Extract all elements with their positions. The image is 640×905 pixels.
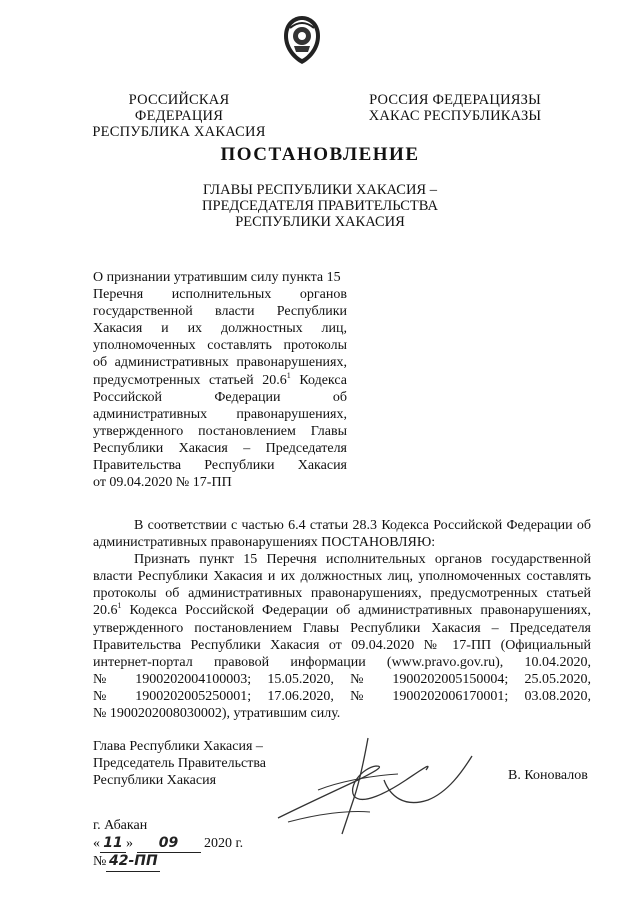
- subtitle-line1: ГЛАВЫ РЕСПУБЛИКИ ХАКАСИЯ –: [203, 182, 437, 198]
- body-line: интернет-портал правовой информации (www.pravo.gov.ru), 10.04.2020,: [93, 654, 591, 670]
- coat-of-arms-emblem: [280, 14, 324, 66]
- body-paragraph-1: В соответствии с частью 6.4 статьи 28.3 Кодекса Российской Федерации об административных правонарушениях ПОСТАНОВЛЯЮ:: [93, 518, 591, 551]
- subject-line: административных правонарушениях,: [93, 406, 347, 422]
- subject-line: предусмотренных статьей 20.6$^1$ Кодекса: [93, 370, 347, 388]
- subject-line: утвержденного постановлением Главы: [93, 423, 347, 439]
- number-value: 42-ПП: [106, 853, 160, 872]
- document-subject: [93, 269, 347, 491]
- document-date: « 11 » 09 2020 г.: [93, 835, 243, 854]
- subject-line: от 09.04.2020 № 17-ПП: [93, 475, 232, 491]
- signatory-line2: Председатель Правительства: [93, 756, 266, 772]
- document-subtitle: [160, 182, 480, 230]
- subject-line: Хакасия и их должностных лиц,: [93, 321, 347, 337]
- document-number: № 42-ПП: [93, 853, 243, 872]
- date-month: 09: [137, 835, 201, 854]
- header-right-line2: ХАКАС РЕСПУБЛИКАЗЫ: [368, 108, 542, 124]
- body-line: протоколы об административных правонарушениях, предусмотренных статьей: [93, 586, 591, 602]
- header-right-line1: РОССИЯ ФЕДЕРАЦИЯЗЫ: [369, 92, 541, 108]
- body-line: № 1900202004100003; 15.05.2020, № 1900202005150004; 25.05.2020,: [93, 671, 591, 687]
- header-left-line2: РЕСПУБЛИКА ХАКАСИЯ: [92, 124, 266, 140]
- body-line: 20.6$^1$ Кодекса Российской Федерации об административных правонарушениях,: [93, 601, 591, 619]
- body-line: утвержденного постановлением Главы Республики Хакасия – Председателя: [93, 620, 591, 636]
- document-title: ПОСТАНОВЛЕНИЕ: [220, 144, 420, 165]
- header-right: [362, 92, 548, 124]
- subject-line: Правительства Республики Хакасия: [93, 458, 347, 474]
- subject-line: уполномоченных составлять протоколы: [93, 338, 347, 354]
- signatory-line3: Республики Хакасия: [93, 773, 217, 789]
- body-paragraph-2: [93, 551, 591, 568]
- document-place-date: [93, 817, 243, 872]
- subject-line: Республики Хакасия – Председателя: [93, 440, 347, 456]
- date-year: 2020 г.: [204, 835, 244, 851]
- date-day: 11: [100, 835, 126, 854]
- document-body: [93, 517, 591, 722]
- body-line: № 1900202005250001; 17.06.2020, № 1900202006170001; 03.08.2020,: [93, 688, 591, 704]
- signatory-line1: Глава Республики Хакасия –: [93, 739, 263, 754]
- city: г. Абакан: [93, 818, 148, 833]
- body-line: Правительства Республики Хакасия от 09.04.2020 № 17-ПП (Официальный: [93, 637, 591, 653]
- subject-line: О признании утратившим силу пункта 15: [93, 270, 341, 285]
- header-left-line1: РОССИЙСКАЯ ФЕДЕРАЦИЯ: [128, 92, 230, 124]
- subject-line: об административных правонарушениях,: [93, 355, 347, 371]
- subject-line: Российской Федерации об: [93, 389, 347, 405]
- subject-line: государственной власти Республики: [93, 304, 347, 320]
- signatory-name: В. Коновалов: [508, 768, 588, 783]
- body-line: власти Республики Хакасия и их должностных лиц, уполномоченных составлять: [93, 569, 591, 585]
- subtitle-line3: РЕСПУБЛИКИ ХАКАСИЯ: [235, 214, 405, 230]
- body-line: № 1900202008030002), утратившим силу.: [93, 706, 341, 722]
- body-line: Признать пункт 15 Перечня исполнительных органов государственной: [134, 552, 591, 568]
- handwritten-signature: [258, 730, 478, 840]
- subject-line: Перечня исполнительных органов: [93, 287, 347, 303]
- header-left: [84, 92, 274, 140]
- subtitle-line2: ПРЕДСЕДАТЕЛЯ ПРАВИТЕЛЬСТВА: [202, 198, 438, 214]
